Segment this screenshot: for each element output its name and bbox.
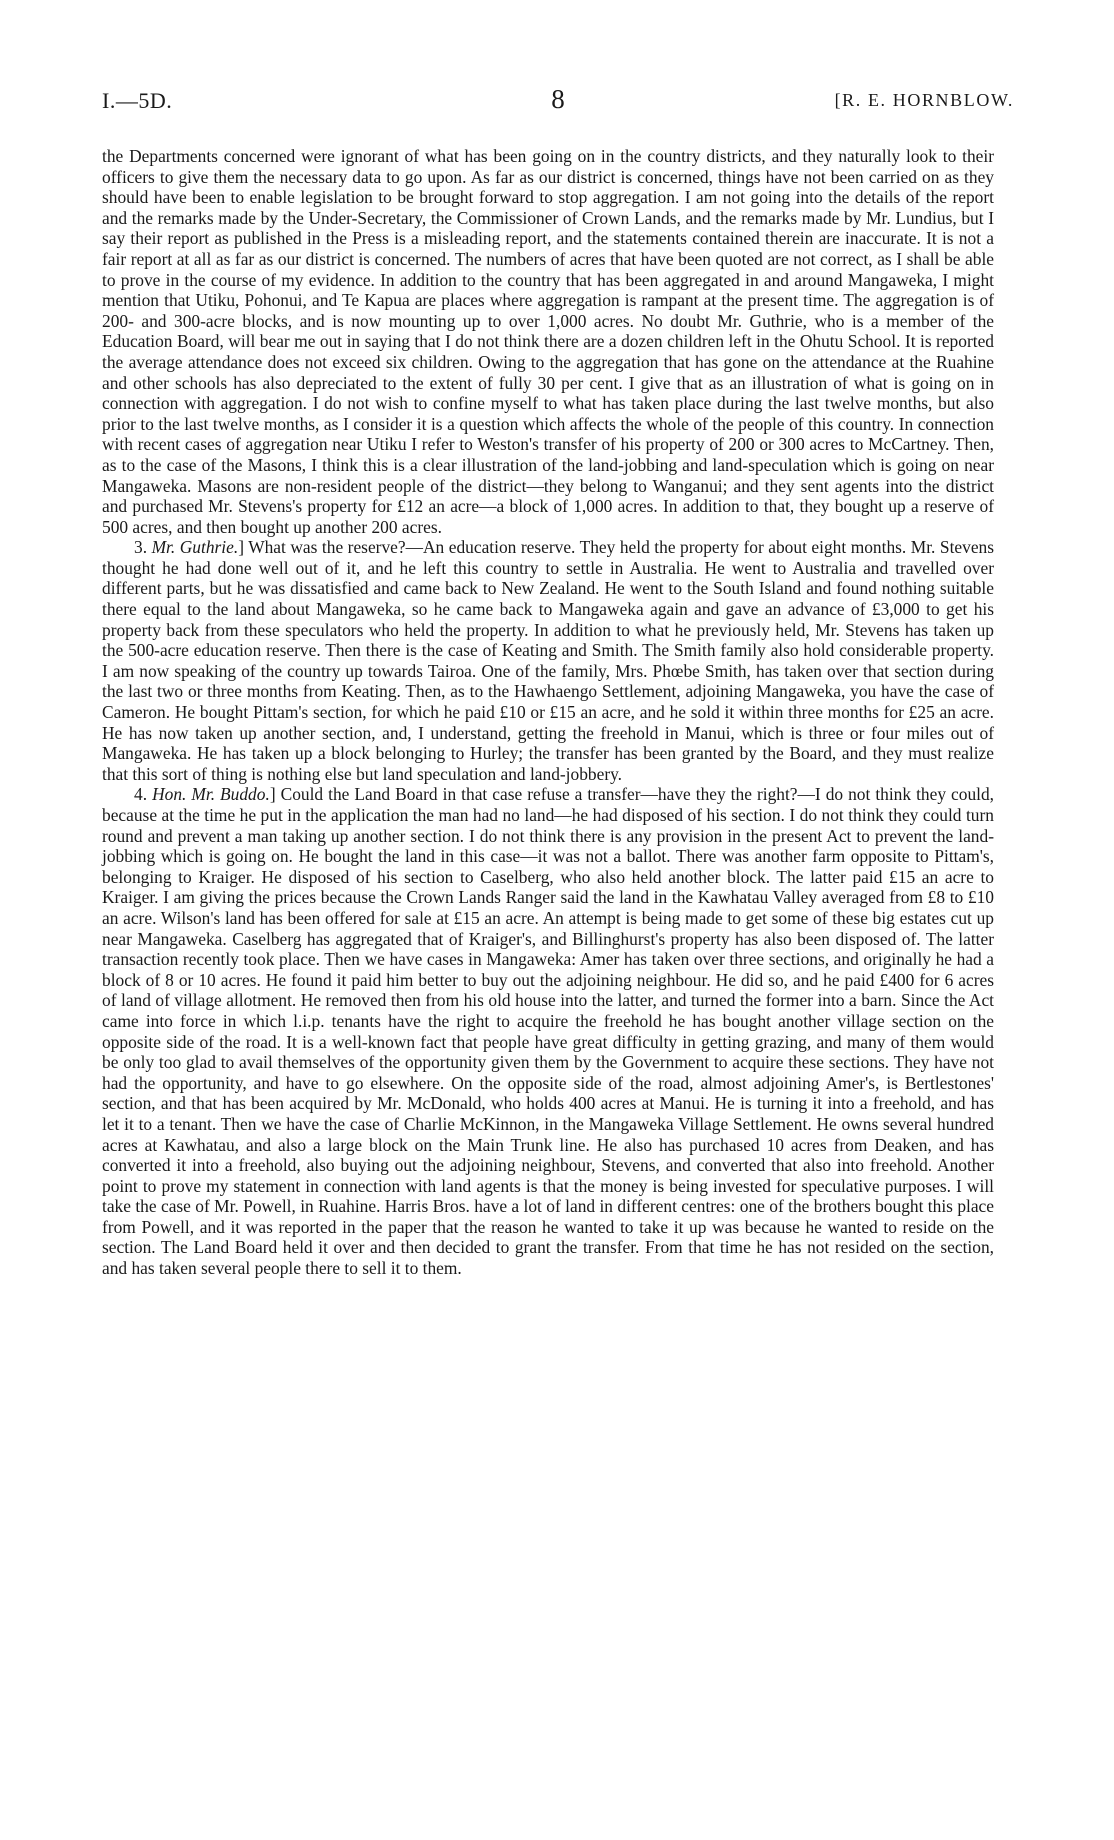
- question-number: 3.: [134, 537, 152, 558]
- paragraph-continued: [102, 146, 994, 537]
- page-header: [102, 84, 1014, 122]
- questioner-name: Hon. Mr. Buddo.: [152, 784, 270, 805]
- paragraph-text: ] What was the reserve?—An education reserve. They held the property for about eight months. Mr. Stevens thought he had done well out of it, and he left this country to settle in Australia. He went to Australia and travelled over different parts, but he was dissatisfied and came back to New Zealand. He went to the South Island and found nothing suitable there equal to the land about Mangaweka, so he came back to Mangaweka again and gave an advance of £3,000 to get his property back from these speculators who held the property. In addition to what he previously held, Mr. Stevens has taken up the 500-acre education reserve. Then there is the case of Keating and Smith. The Smith family also hold considerable property. I am now speaking of the country up towards Tairoa. One of the family, Mrs. Phœbe Smith, has taken over that section during the last two or three months from Keating. Then, as to the Hawhaengo Settlement, adjoining Mangaweka, you have the case of Cameron. He bought Pittam's section, for which he paid £10 or £15 an acre, and he sold it within three months for £25 an acre. He has now taken up another section, and, I understand, getting the freehold in Manui, which is three or four miles out of Mangaweka. He has taken up a block belonging to Hurley; the transfer has been granted by the Board, and they must realize that this sort of thing is nothing else but land speculation and land-jobbery.: [102, 537, 995, 784]
- paragraph-text: the Departments concerned were ignorant of what has been going on in the country districts, and they naturally look to their officers to give them the necessary data to go upon. As far as our district is concerned, things have not been carried on as they should have been to enable legislation to be brought forward to stop aggregation. I am not going into the details of the report and the remarks made by the Under-Secretary, the Commissioner of Crown Lands, and the remarks made by Mr. Lundius, but I say their report as published in the Press is a misleading report, and the statements contained therein are inaccurate. It is not a fair report at all as far as our district is concerned. The numbers of acres that have been quoted are not correct, as I shall be able to prove in the course of my evidence. In addition to the country that has been aggregated in and around Mangaweka, I might mention that Utiku, Pohonui, and Te Kapua are places where aggregation is rampant at the present time. The aggregation is of 200- and 300-acre blocks, and is now mounting up to over 1,000 acres. No doubt Mr. Guthrie, who is a member of the Education Board, will bear me out in saying that I do not think there are a dozen children left in the Ohutu School. It is reported the average attendance does not exceed six children. Owing to the aggregation that has gone on the attendance at the Ruahine and other schools has also depreciated to the extent of fully 30 per cent. I give that as an illustration of what is going on in connection with aggregation. I do not wish to confine myself to what has taken place during the last twelve months, but also prior to the last twelve months, as I consider it is a question which affects the whole of the people of this country. In connection with recent cases of aggregation near Utiku I refer to Weston's transfer of his property of 200 or 300 acres to McCartney. Then, as to the case of the Masons, I think this is a clear illustration of the land-jobbing and land-speculation which is going on near Mangaweka. Masons are non-resident people of the district—they belong to Wanganui; and they sent agents into the district and purchased Mr. Stevens's property for £12 an acre—a block of 1,000 acres. In addition to that, they bought up a reserve of 500 acres, and then bought up another 200 acres.: [102, 146, 994, 537]
- paragraph-text: ] Could the Land Board in that case refuse a transfer—have they the right?—I do not think they could, because at the time he put in the application the man had no land—he had disposed of his section. I do not think they could turn round and prevent a man taking up another section. I do not think there is any provision in the present Act to prevent the land-jobbing which is going on. He bought the land in this case—it was not a ballot. There was another farm opposite to Pittam's, belonging to Kraiger. He disposed of his section to Caselberg, who also held another block. The latter paid £15 an acre to Kraiger. I am giving the prices because the Crown Lands Ranger said the land in the Kawhatau Valley averaged from £8 to £10 an acre. Wilson's land has been offered for sale at £15 an acre. An attempt is being made to get some of these big estates cut up near Mangaweka. Caselberg has aggregated that of Kraiger's, and Billinghurst's property has also been disposed of. The latter transaction recently took place. Then we have cases in Mangaweka: Amer has taken over three sections, and originally he had a block of 8 or 10 acres. He found it paid him better to buy out the adjoining neighbour. He did so, and he paid £400 for 6 acres of land of village allotment. He removed then from his old house into the latter, and turned the former into a barn. Since the Act came into force in which l.i.p. tenants have the right to acquire the freehold he has bought another village section on the opposite side of the road. It is a well-known fact that people have great difficulty in getting grazing, and many of them would be only too glad to avail themselves of the opportunity given them by the Government to acquire these sections. They have not had the opportunity, and have to go elsewhere. On the opposite side of the road, almost adjoining Amer's, is Bertlestones' section, and that has been acquired by Mr. McDonald, who holds 400 acres at Manui. He is turning it into a freehold, and has let it to a tenant. Then we have the case of Charlie McKinnon, in the Mangaweka Village Settlement. He owns several hundred acres at Kawhatau, and also a large block on the Main Trunk line. He also has purchased 10 acres from Deaken, and has converted it into a freehold, also buying out the adjoining neighbour, Stevens, and converted that also into freehold. Another point to prove my statement in connection with land agents is that the money is being invested for speculative purposes. I will take the case of Mr. Powell, in Ruahine. Harris Bros. have a lot of land in different centres: one of the brothers bought this place from Powell, and it was reported in the paper that the reason he wanted to take it up was because he wanted to reside on the section. The Land Board held it over and then decided to grant the transfer. From that time he has not resided on the section, and has taken several people there to sell it to them.: [102, 784, 995, 1279]
- question-number: 4.: [134, 784, 153, 805]
- paragraph-question-4: [102, 784, 994, 1278]
- paragraph-question-3: [102, 537, 994, 784]
- page-body: [102, 146, 994, 1279]
- questioner-name: Mr. Guthrie.: [151, 537, 239, 558]
- page-number: 8: [551, 84, 565, 114]
- document-reference: I.—5D.: [102, 88, 173, 113]
- witness-name: [R. E. HORNBLOW.: [834, 90, 1014, 110]
